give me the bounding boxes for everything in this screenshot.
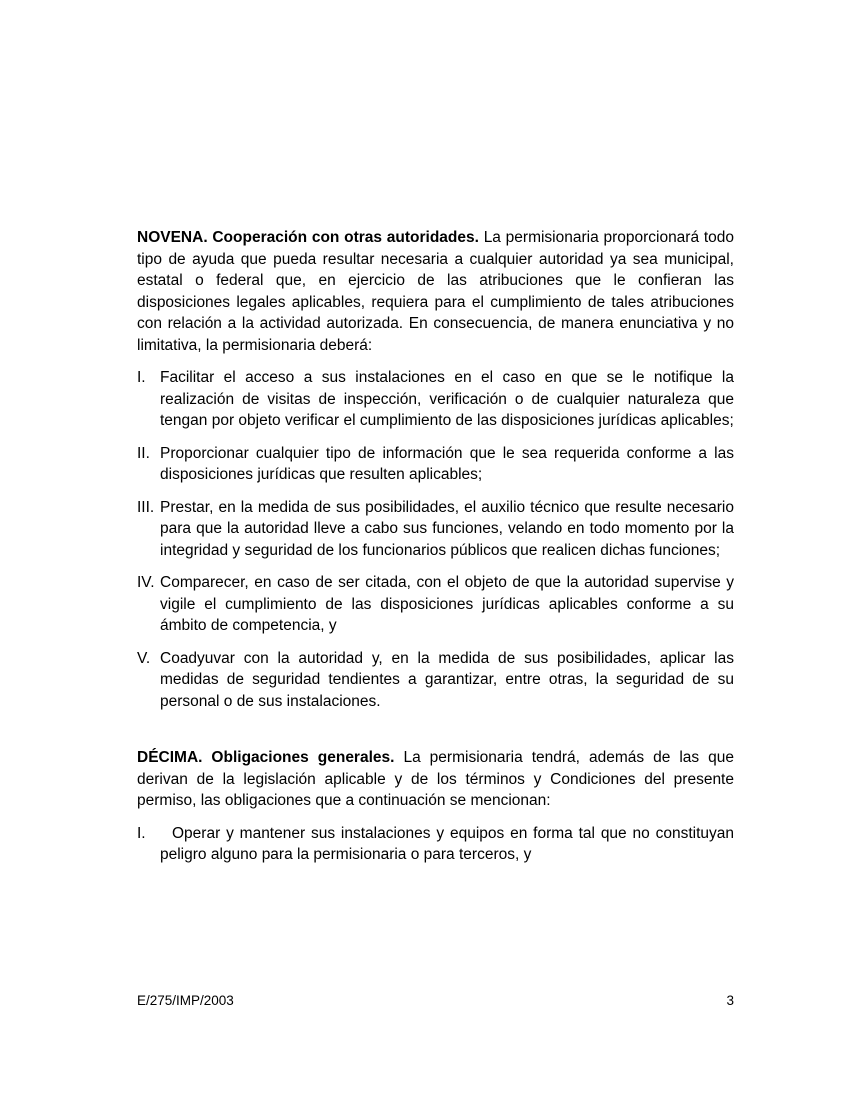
section-novena-paragraph [137,227,734,356]
novena-item-4 [137,572,734,637]
novena-item-5 [137,648,734,713]
novena-item-1-text: Facilitar el acceso a sus instalaciones en el caso en que se le notifique la realización de visitas de inspección, verificación o de cualquier naturaleza que tengan por objeto verificar el cumplimiento de las disposiciones jurídicas aplicables; [160,369,734,429]
novena-item-2 [137,443,734,486]
section-decima-intro: La permisionaria tendrá, además de las que derivan de la legislación aplicable y de los términos y Condiciones del presente permiso, las obligaciones que a continuación se mencionan: [137,749,734,809]
novena-item-5-text: Coadyuvar con la autoridad y, en la medida de sus posibilidades, aplicar las medidas de seguridad tendientes a garantizar, entre otras, la seguridad de su personal o de sus instalaciones. [160,649,734,710]
novena-item-2-text: Proporcionar cualquier tipo de información que le sea requerida conforme a las disposiciones jurídicas que resulten aplicables; [160,444,734,483]
section-decima-heading: DÉCIMA. Obligaciones generales. [137,749,395,766]
novena-item-1-numeral: I. [137,369,146,386]
novena-item-4-text: Comparecer, en caso de ser citada, con el objeto de que la autoridad supervise y vigile el cumplimiento de las disposiciones jurídicas aplicables conforme a su ámbito de competencia, y [160,574,734,634]
novena-item-3 [137,497,734,562]
novena-item-3-numeral: III. [137,498,155,516]
novena-item-5-numeral: V. [137,649,151,667]
novena-item-3-text: Prestar, en la medida de sus posibilidades, el auxilio técnico que resulte necesario para que la autoridad lleve a cabo sus funciones, velando en todo momento por la integridad y seguridad de los funcionarios públicos que realicen dichas funciones; [160,498,734,559]
section-novena-intro: La permisionaria proporcionará todo tipo de ayuda que pueda resultar necesaria a cualquier autoridad ya sea municipal, estatal o federal que, en ejercicio de las atribuciones que le confieran las disposiciones legales aplicables, requiera para el cumplimiento de tales atribuciones con relación a la actividad autorizada. En consecuencia, de manera enunciativa y no limitativa, la permisionaria deberá: [137,229,734,354]
document-content [137,227,734,877]
decima-item-1 [137,823,734,866]
novena-item-2-numeral: II. [137,444,150,462]
section-novena-heading: NOVENA. Cooperación con otras autoridades. [137,229,479,246]
footer-reference: E/275/IMP/2003 [137,993,234,1008]
novena-item-4-numeral: IV. [137,574,155,591]
decima-item-1-text: Operar y mantener sus instalaciones y equipos en forma tal que no constituyan peligro alguno para la permisionaria o para terceros, y [160,824,734,863]
footer-page-number: 3 [726,993,734,1008]
novena-item-1 [137,367,734,432]
page-footer [137,993,734,1008]
section-decima-paragraph [137,747,734,812]
decima-item-1-numeral: I. [137,824,146,842]
